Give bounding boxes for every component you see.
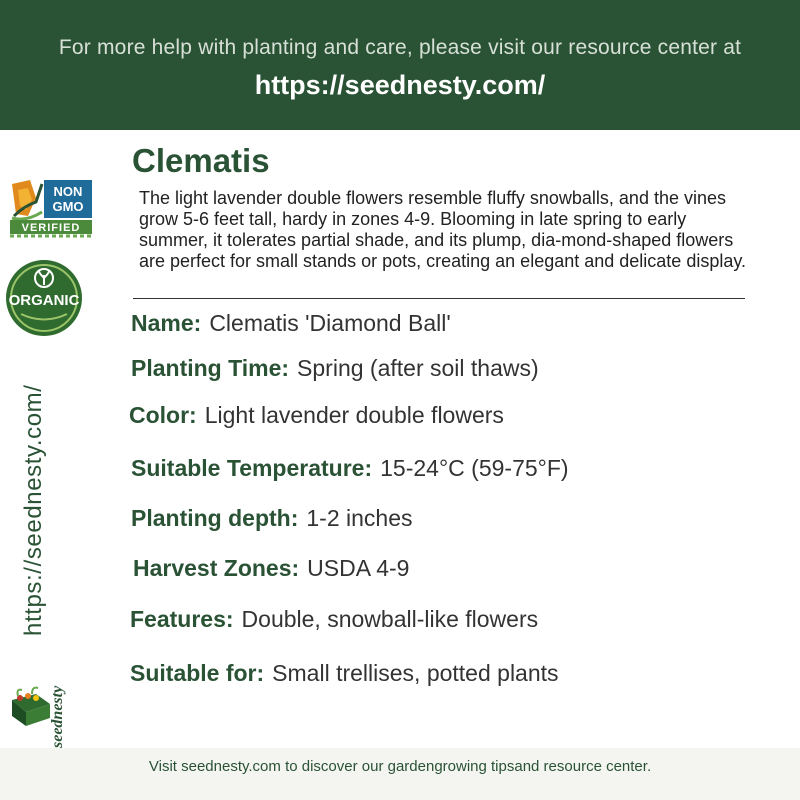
detail-value: Double, snowball-like flowers	[241, 606, 539, 632]
footer-text: Visit seednesty.com to discover our gardengrowing tipsand resource center.	[148, 758, 652, 775]
detail-label: Suitable for:	[130, 660, 265, 686]
detail-row-features	[130, 606, 538, 633]
banner-url-link[interactable]: https://seednesty.com/	[254, 70, 546, 100]
detail-label: Suitable Temperature:	[131, 455, 373, 481]
detail-value: USDA 4-9	[307, 555, 410, 581]
detail-row-suitable-for	[130, 660, 559, 687]
detail-value: Clematis 'Diamond Ball'	[209, 310, 451, 336]
top-banner	[0, 0, 800, 130]
detail-label: Color:	[129, 402, 197, 428]
detail-value: 1-2 inches	[306, 505, 413, 531]
detail-row-planting-time	[131, 355, 539, 382]
product-description: The light lavender double flowers resemble fluffy snowballs, and the vines grow 5-6 feet tall, hardy in zones 4-9. Blooming in late spring to early summer, it tolerates partial shade, and its plump, dia-mond-shaped flowers are perfect for small stands or pots, creating an elegant and delicate display.	[139, 188, 747, 271]
organic-label: ORGANIC	[8, 292, 80, 309]
detail-row-temperature	[131, 455, 569, 482]
detail-label: Planting depth:	[131, 505, 299, 531]
detail-value: 15-24°C (59-75°F)	[380, 455, 569, 481]
detail-row-color	[129, 402, 504, 429]
non-gmo-line3: VERIFIED	[21, 222, 81, 234]
detail-label: Features:	[130, 606, 234, 632]
vertical-url-text[interactable]: https://seednesty.com/	[20, 384, 47, 636]
detail-row-harvest-zones	[133, 555, 409, 582]
detail-row-planting-depth	[131, 505, 413, 532]
divider	[133, 298, 745, 299]
detail-label: Harvest Zones:	[133, 555, 300, 581]
detail-value: Spring (after soil thaws)	[297, 355, 539, 381]
detail-value: Small trellises, potted plants	[272, 660, 559, 686]
non-gmo-line1: NON	[53, 184, 83, 199]
detail-value: Light lavender double flowers	[204, 402, 504, 428]
detail-label: Name:	[131, 310, 202, 336]
non-gmo-line2: GMO	[52, 199, 84, 214]
organic-badge-graphic	[5, 259, 83, 337]
non-gmo-badge-graphic	[6, 176, 94, 240]
detail-label: Planting Time:	[131, 355, 290, 381]
brand-wordmark: seednesty	[49, 685, 66, 748]
organic-badge	[5, 259, 83, 337]
brand-logo	[6, 660, 76, 750]
product-title: Clematis	[132, 142, 270, 179]
banner-help-text: For more help with planting and care, please visit our resource center at	[58, 36, 742, 59]
seednesty-logo-graphic	[6, 660, 76, 750]
non-gmo-badge	[6, 176, 94, 240]
seed-box-icon	[12, 688, 50, 726]
detail-row-name	[131, 310, 451, 337]
